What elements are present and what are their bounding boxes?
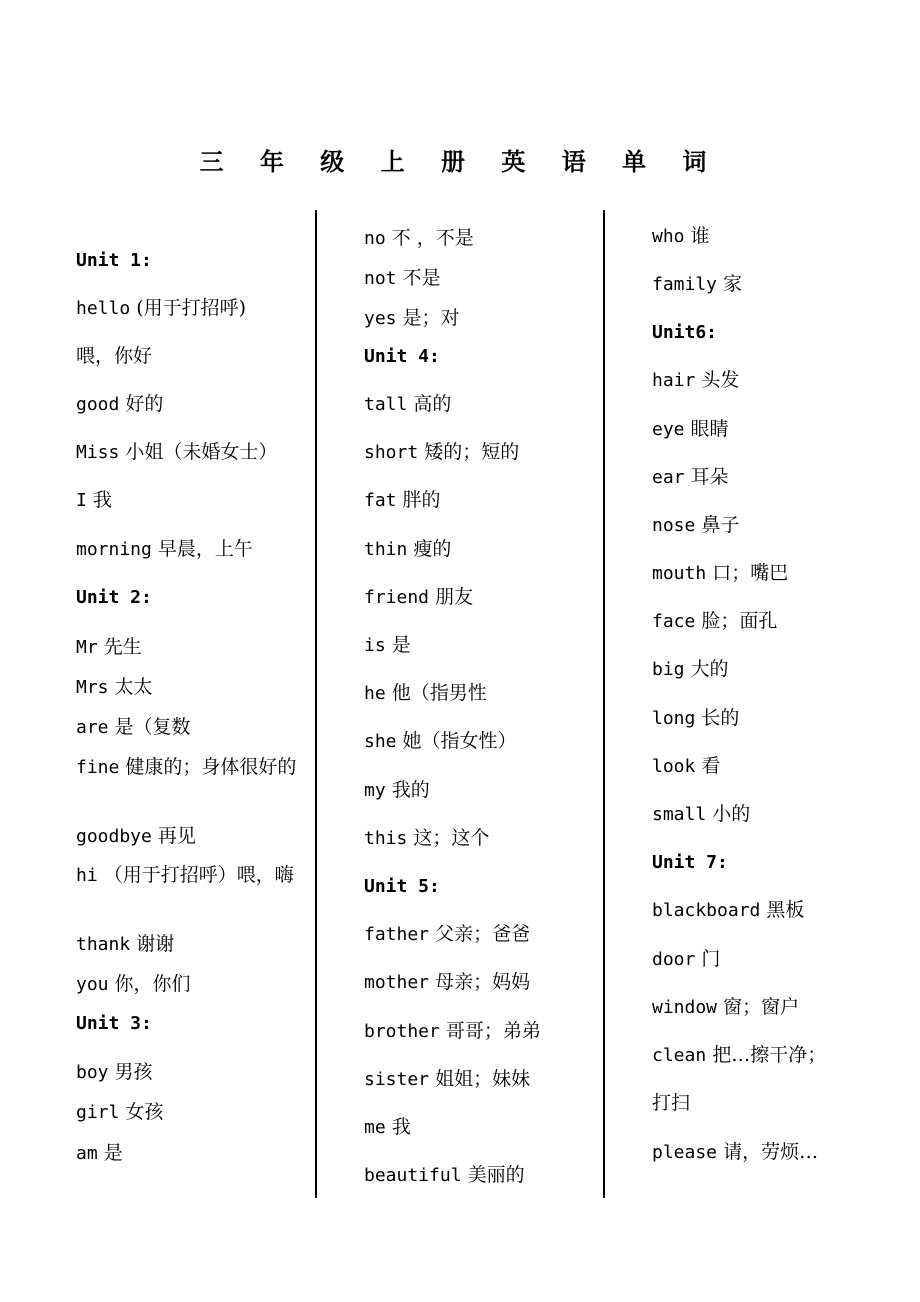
- vocab-entry: good 好的: [76, 393, 164, 415]
- vocab-entry: nose 鼻子: [652, 514, 740, 536]
- vocab-entry: fine 健康的；身体很好的: [76, 756, 297, 778]
- vocab-entry: is 是: [364, 634, 411, 656]
- column-divider-right: [603, 210, 605, 1198]
- vocab-entry: beautiful 美丽的: [364, 1164, 525, 1186]
- vocab-entry: please 请，劳烦…: [652, 1141, 819, 1163]
- vocab-entry: hello (用于打招呼): [76, 297, 247, 319]
- vocab-entry: thin 瘦的: [364, 538, 452, 560]
- vocab-entry: hair 头发: [652, 369, 740, 391]
- unit-heading: Unit6:: [652, 322, 718, 343]
- vocab-entry: Mr 先生: [76, 636, 142, 658]
- unit-heading: Unit 3:: [76, 1013, 152, 1034]
- vocab-entry: family 家: [652, 273, 743, 295]
- unit-heading: Unit 5:: [364, 876, 440, 897]
- vocab-entry: fat 胖的: [364, 489, 441, 511]
- vocab-entry: goodbye 再见: [76, 825, 196, 847]
- vocab-entry: clean 把…擦干净；: [652, 1044, 827, 1066]
- vocab-entry: brother 哥哥；弟弟: [364, 1020, 541, 1042]
- vocab-entry: me 我: [364, 1116, 411, 1138]
- vocab-entry: he 他（指男性: [364, 682, 487, 704]
- column-divider-left: [315, 210, 317, 1198]
- vocab-entry: my 我的: [364, 779, 430, 801]
- vocab-entry: sister 姐姐；妹妹: [364, 1068, 531, 1090]
- unit-heading: Unit 1:: [76, 250, 152, 271]
- vocab-entry: she 她（指女性）: [364, 730, 517, 752]
- vocab-entry: morning 早晨，上午: [76, 538, 253, 560]
- vocab-entry: friend 朋友: [364, 586, 474, 608]
- vocab-entry: 喂，你好: [76, 345, 153, 367]
- vocab-entry: hi （用于打招呼）喂，嗨: [76, 864, 294, 886]
- vocab-entry: am 是: [76, 1142, 123, 1164]
- vocab-entry: Mrs 太太: [76, 676, 153, 698]
- vocab-entry: window 窗；窗户: [652, 996, 800, 1018]
- vocab-entry: mother 母亲；妈妈: [364, 971, 531, 993]
- vocab-entry: face 脸；面孔: [652, 610, 778, 632]
- vocab-entry: big 大的: [652, 658, 729, 680]
- vocab-entry: mouth 口；嘴巴: [652, 562, 789, 584]
- vocab-entry: boy 男孩: [76, 1061, 153, 1083]
- vocab-entry: thank 谢谢: [76, 933, 175, 955]
- vocab-entry: girl 女孩: [76, 1101, 164, 1123]
- vocab-entry: father 父亲；爸爸: [364, 923, 531, 945]
- vocab-entry: door 门: [652, 948, 721, 970]
- vocab-entry: not 不是: [364, 267, 441, 289]
- unit-heading: Unit 2:: [76, 587, 152, 608]
- unit-heading: Unit 7:: [652, 852, 728, 873]
- vocab-entry: short 矮的；短的: [364, 441, 520, 463]
- vocab-entry: yes 是；对: [364, 307, 460, 329]
- vocab-entry: Miss 小姐（未婚女士）: [76, 441, 278, 463]
- page-title: 三 年 级 上 册 英 语 单 词: [199, 147, 721, 176]
- vocab-entry: small 小的: [652, 803, 751, 825]
- vocab-entry: long 长的: [652, 707, 740, 729]
- vocab-entry: blackboard 黑板: [652, 899, 805, 921]
- vocab-entry: you 你，你们: [76, 973, 191, 995]
- vocab-entry: eye 眼睛: [652, 418, 729, 440]
- vocab-entry: look 看: [652, 755, 721, 777]
- unit-heading: Unit 4:: [364, 346, 440, 367]
- vocab-entry: are 是（复数: [76, 716, 191, 738]
- vocab-entry: tall 高的: [364, 393, 452, 415]
- vocab-entry: ear 耳朵: [652, 466, 729, 488]
- vocab-entry: no 不 ，不是: [364, 227, 474, 249]
- vocab-entry: who 谁: [652, 225, 710, 247]
- vocab-entry: I 我: [76, 489, 112, 511]
- vocab-entry: 打扫: [652, 1092, 691, 1114]
- vocab-entry: this 这；这个: [364, 827, 490, 849]
